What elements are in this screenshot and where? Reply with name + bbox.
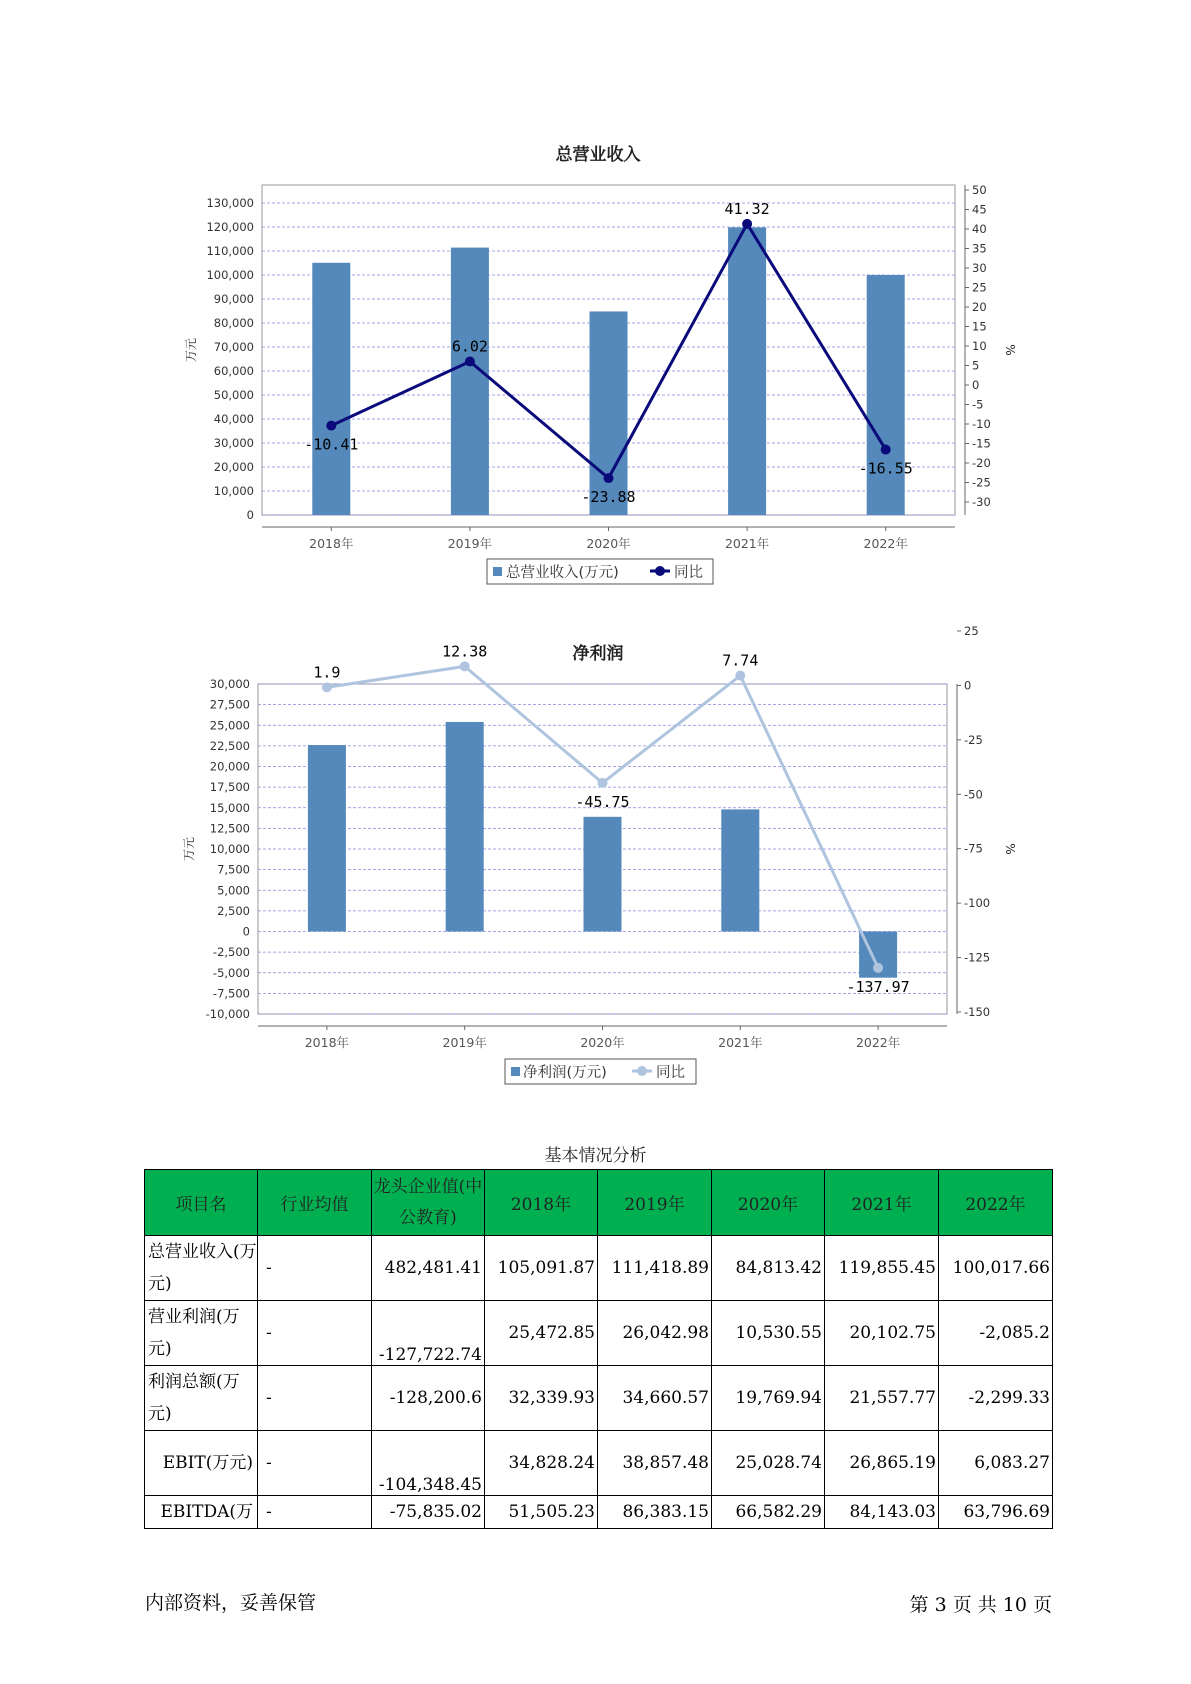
header-leader-value: 龙头企业值(中公教育): [372, 1170, 485, 1236]
data-label: -23.88: [581, 488, 636, 507]
chart-title: 总营业收入: [555, 145, 641, 165]
cell-2019: 111,418.89: [598, 1236, 712, 1301]
cell-leader: -104,348.45: [372, 1431, 485, 1496]
bar: [584, 817, 622, 932]
cell-industry-avg: -: [258, 1301, 372, 1366]
footer-confidential-note: 内部资料，妥善保管: [145, 1592, 317, 1614]
row-name: EBIT(万元): [145, 1431, 258, 1496]
table-row: [145, 1236, 1053, 1301]
data-point: [873, 963, 883, 973]
cell-2022: 100,017.66: [939, 1236, 1053, 1301]
bar: [451, 248, 489, 515]
header-2022: 2022年: [939, 1170, 1053, 1236]
y-tick-label: 20,000: [209, 759, 250, 774]
data-label: 1.9: [313, 663, 341, 682]
cell-leader: 482,481.41: [372, 1236, 485, 1301]
data-label: -137.97: [846, 977, 910, 996]
y2-tick-label: -100: [964, 896, 991, 911]
footer-page-number: 第 3 页 共 10 页: [909, 1594, 1052, 1616]
cell-industry-avg: -: [258, 1366, 372, 1431]
header-2021: 2021年: [825, 1170, 939, 1236]
legend: [505, 1059, 696, 1084]
row-name: 利润总额(万元): [145, 1366, 258, 1431]
data-point: [326, 421, 336, 431]
bar: [312, 263, 350, 515]
y-tick-label: 22,500: [209, 738, 250, 753]
legend-line-label: 同比: [656, 1065, 685, 1081]
x-tick-label: 2019年: [442, 1035, 487, 1050]
y2-tick-label: 0: [964, 678, 972, 693]
y2-tick-label: -25: [972, 475, 991, 490]
legend-line-marker: [637, 1066, 647, 1076]
y2-axis-ticks: [957, 624, 990, 1019]
y2-tick-label: -30: [972, 495, 991, 509]
y-tick-label: -5,000: [212, 965, 250, 980]
cell-2022: -2,299.33: [939, 1366, 1053, 1431]
cell-leader: -128,200.6: [372, 1366, 485, 1431]
y-tick-label: -7,500: [212, 986, 250, 1001]
y-axis-unit: 万元: [182, 836, 196, 862]
y-tick-label: 70,000: [213, 340, 254, 354]
header-industry-avg: 行业均值: [258, 1170, 372, 1236]
y2-tick-label: -25: [964, 732, 983, 747]
basic-analysis-table: [144, 1169, 1053, 1529]
y-tick-label: 17,500: [209, 780, 250, 795]
legend-line-label: 同比: [674, 565, 703, 581]
y2-tick-label: 0: [972, 378, 980, 392]
y-tick-label: 15,000: [209, 800, 250, 815]
y2-tick-label: 25: [972, 280, 987, 295]
row-name: 营业利润(万元): [145, 1301, 258, 1366]
cell-2018: 25,472.85: [485, 1301, 598, 1366]
y-tick-label: 30,000: [213, 436, 254, 450]
cell-leader: -127,722.74: [372, 1301, 485, 1366]
table-title: 基本情况分析: [544, 1146, 647, 1166]
cell-2020: 84,813.42: [712, 1236, 825, 1301]
data-point: [735, 671, 745, 681]
bar: [308, 745, 346, 931]
y-tick-label: 5,000: [217, 883, 250, 898]
y2-tick-label: -10: [972, 417, 991, 431]
y2-tick-label: -75: [964, 841, 983, 856]
data-label: -10.41: [304, 435, 359, 454]
y-tick-label: 110,000: [206, 244, 254, 258]
y-axis-ticks: [206, 677, 250, 1021]
cell-2018: 105,091.87: [485, 1236, 598, 1301]
y2-tick-label: 50: [972, 183, 987, 197]
data-label: 7.74: [722, 651, 759, 670]
legend-bar-swatch: [511, 1067, 520, 1076]
cell-2022: -2,085.2: [939, 1301, 1053, 1366]
y2-tick-label: -125: [964, 950, 991, 965]
legend-line-marker: [655, 566, 665, 576]
y-tick-label: 50,000: [213, 388, 254, 402]
y2-tick-label: 35: [972, 241, 987, 256]
y-tick-label: 40,000: [213, 412, 254, 426]
y2-tick-label: 25: [964, 624, 979, 638]
cell-2020: 66,582.29: [712, 1496, 825, 1529]
data-point: [598, 778, 608, 788]
table-row: [145, 1431, 1053, 1496]
data-point: [465, 357, 475, 367]
data-label: -16.55: [858, 459, 913, 478]
data-label: 6.02: [451, 337, 488, 356]
y-tick-label: 20,000: [213, 460, 254, 474]
y-tick-label: 90,000: [213, 292, 254, 306]
y-tick-label: 30,000: [209, 677, 250, 691]
x-tick-label: 2022年: [855, 1035, 901, 1050]
y-tick-label: 0: [242, 924, 250, 939]
cell-industry-avg: -: [258, 1496, 372, 1529]
y-tick-label: 25,000: [209, 718, 250, 733]
x-axis-ticks: [305, 1026, 901, 1050]
y2-tick-label: -5: [972, 397, 984, 412]
y2-tick-label: -50: [964, 787, 983, 802]
row-name: EBITDA(万: [145, 1496, 258, 1529]
y-tick-label: 12,500: [209, 821, 250, 836]
y2-tick-label: 45: [972, 202, 987, 217]
y-tick-label: 120,000: [206, 220, 254, 234]
cell-2021: 84,143.03: [825, 1496, 939, 1529]
cell-2019: 26,042.98: [598, 1301, 712, 1366]
y-tick-label: 27,500: [209, 697, 250, 712]
y2-tick-label: 5: [972, 358, 980, 373]
cell-2019: 38,857.48: [598, 1431, 712, 1496]
legend-bar-label: 净利润(万元): [523, 1065, 607, 1081]
cell-2019: 86,383.15: [598, 1496, 712, 1529]
y-tick-label: 0: [246, 508, 254, 522]
table-row: [145, 1366, 1053, 1431]
header-2019: 2019年: [598, 1170, 712, 1236]
y2-axis-unit: %: [1003, 843, 1017, 855]
cell-2022: 63,796.69: [939, 1496, 1053, 1529]
cell-2020: 19,769.94: [712, 1366, 825, 1431]
y-tick-label: 10,000: [209, 842, 250, 856]
header-2018: 2018年: [485, 1170, 598, 1236]
cell-2021: 26,865.19: [825, 1431, 939, 1496]
cell-2018: 34,828.24: [485, 1431, 598, 1496]
legend-bar-label: 总营业收入(万元): [506, 565, 619, 581]
cell-leader: -75,835.02: [372, 1496, 485, 1529]
y-axis-ticks: [206, 196, 254, 522]
data-point: [322, 682, 332, 692]
bar: [867, 275, 905, 515]
cell-2018: 51,505.23: [485, 1496, 598, 1529]
x-tick-label: 2018年: [309, 536, 354, 551]
y2-tick-label: 40: [972, 222, 987, 236]
cell-2021: 20,102.75: [825, 1301, 939, 1366]
cell-industry-avg: -: [258, 1236, 372, 1301]
revenue-chart: [0, 0, 1191, 600]
legend-bar-swatch: [493, 567, 502, 576]
y-tick-label: 60,000: [213, 364, 254, 378]
data-point: [604, 473, 614, 483]
header-item-name: 项目名: [145, 1170, 258, 1236]
cell-2019: 34,660.57: [598, 1366, 712, 1431]
bar: [728, 227, 766, 515]
y-tick-label: 80,000: [213, 316, 254, 330]
y-tick-label: 10,000: [213, 484, 254, 498]
x-tick-label: 2020年: [580, 1035, 625, 1050]
x-tick-label: 2018年: [304, 1035, 350, 1050]
y-tick-label: 130,000: [206, 196, 254, 210]
y-tick-label: -10,000: [205, 1007, 250, 1021]
data-point: [460, 661, 470, 671]
data-label: -45.75: [575, 792, 630, 811]
row-name: 总营业收入(万元): [145, 1236, 258, 1301]
cell-2020: 25,028.74: [712, 1431, 825, 1496]
y-tick-label: -2,500: [212, 945, 250, 960]
table-row: [145, 1301, 1053, 1366]
data-label: 12.38: [442, 642, 488, 661]
y-axis-unit: 万元: [184, 337, 198, 363]
x-tick-label: 2022年: [863, 536, 908, 551]
bar: [446, 722, 484, 932]
x-tick-label: 2021年: [718, 1035, 763, 1050]
y2-tick-label: 20: [972, 300, 987, 314]
chart-title: 净利润: [572, 644, 624, 664]
table-row: [145, 1496, 1053, 1529]
y2-tick-label: -15: [972, 436, 991, 451]
y2-axis-unit: %: [1003, 344, 1017, 356]
y2-tick-label: 10: [972, 339, 987, 353]
y-tick-label: 2,500: [217, 903, 250, 918]
cell-2021: 21,557.77: [825, 1366, 939, 1431]
data-point: [742, 219, 752, 229]
y-tick-label: 7,500: [217, 862, 250, 877]
y2-tick-label: -150: [964, 1005, 991, 1019]
y2-tick-label: 30: [972, 261, 987, 275]
cell-industry-avg: -: [258, 1431, 372, 1496]
cell-2021: 119,855.45: [825, 1236, 939, 1301]
data-point: [881, 445, 891, 455]
x-axis-ticks: [309, 527, 908, 551]
x-tick-label: 2020年: [586, 536, 631, 551]
cell-2022: 6,083.27: [939, 1431, 1053, 1496]
net-profit-chart: [0, 600, 1191, 1100]
header-2020: 2020年: [712, 1170, 825, 1236]
bar: [721, 809, 759, 931]
y2-tick-label: -20: [972, 456, 991, 470]
bar: [590, 311, 628, 515]
legend: [487, 559, 713, 584]
y2-axis-ticks: [965, 183, 991, 509]
cell-2018: 32,339.93: [485, 1366, 598, 1431]
y2-tick-label: 15: [972, 319, 987, 334]
data-label: 41.32: [724, 199, 770, 218]
y-tick-label: 100,000: [206, 268, 254, 282]
x-tick-label: 2019年: [447, 536, 493, 551]
cell-2020: 10,530.55: [712, 1301, 825, 1366]
x-tick-label: 2021年: [724, 536, 770, 551]
